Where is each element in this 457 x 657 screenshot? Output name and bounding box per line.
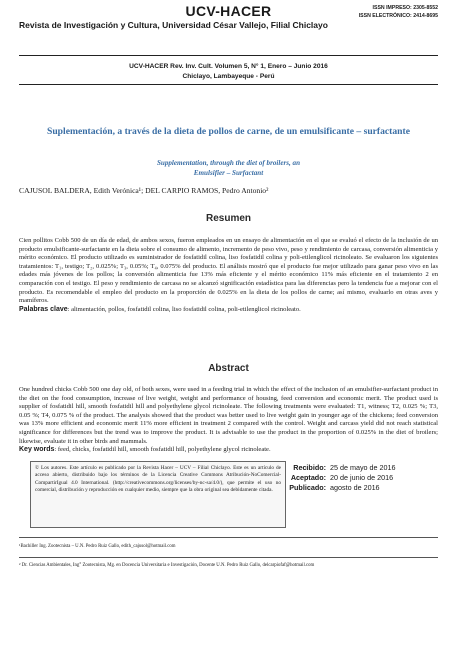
resumen-keywords-label: Palabras clave [19, 305, 68, 313]
license-text: © Los autores. Este artículo es publicado por la Revista Hacer – UCV – Filial Chiclayo. Este es un artículo de acceso abierto, distribuido bajo los términos de la Licencia Creative Commons Atribución-NoComercial-CompartirIgual 4.0 International. (http://creativecommons.org/licenses/by-nc-sa/4.0/), que permite el uso no comercial, distribución y reproducción en cualquier medio, siempre que la obra original sea debidamente citada. [35, 465, 281, 493]
accepted-label: Aceptado: [290, 473, 326, 482]
received-label: Recibido: [293, 463, 326, 472]
issn-block [359, 4, 438, 20]
header-rule-bottom [19, 84, 438, 85]
published-label: Publicado: [289, 483, 326, 492]
article-title-en-line1: Supplementation, through the diet of broilers, an [156, 159, 301, 167]
volume-line: UCV-HACER Rev. Inv. Cult. Volumen 5, N° 1, Enero – Junio 2016 [129, 63, 328, 70]
footnote-divider [19, 557, 438, 558]
resumen-keywords: : alimentación, pollos, fosfatidil colina, liso fosfatidil colina, poli-etilenglicol ricinoleato. [67, 305, 301, 313]
journal-name: UCV-HACER [185, 3, 272, 19]
resumen-body [19, 237, 438, 314]
issn-print: ISSN IMPRESO: 2305-8552 [372, 5, 438, 11]
footnote-2: ² Dr. Ciencias Ambientales, Ing° Zootecnista, Mg. en Docencia Universitaria e Investigación, Docente U.N. Pedro Ruiz Gallo, delcarpiofaf@hotmail.com [19, 563, 315, 568]
abstract-text: One hundred chicks Cobb 500 one day old, of both sexes, were used in a feeding trial in which the effect of the inclusion of an emulsifier-surfactant product in the diet on the food consumption, increase of live weight, weight and performance of housing, feed conversion and economic merit. The product used is supplier of fosfatidil hill, smooth fosfatidil hill and polyethylene glycol ricinoleate. The following treatments were evaluated: T1, witness; T2, 0.025 %; T3, 0.05 %; T4, 0.075 % of the product. The analysis showed that the product was better used to live weight gain in younger age of the chickens; feed conversion was 13% more efficient and economic merit 11% more efficient in treatment 2 compared with the control. Weight and carcass yield did not reach statistical significance for differences but the trend was to improve the product. It is advisable to use the product in the proportion of 0.025% in the diet of broilers; likewise, evaluate it in other birds and mammals. [19, 386, 438, 445]
abstract-keywords: : feed, chicks, fosfatidil hill, smooth fosfatidil hill, polyethylene glycol ricinoleate. [54, 446, 271, 454]
journal-subtitle: Revista de Investigación y Cultura, Universidad César Vallejo, Filial Chiclayo [19, 20, 328, 30]
abstract-body [19, 386, 438, 455]
location-line: Chiclayo, Lambayeque - Perú [182, 73, 275, 80]
published-date: agosto de 2016 [330, 483, 380, 492]
issn-electronic: ISSN ELECTRÓNICO: 2414-8695 [358, 13, 438, 19]
received-date: 25 de mayo de 2016 [330, 463, 396, 472]
header-rule-top [19, 55, 438, 56]
footnote-rule [19, 537, 438, 538]
resumen-heading: Resumen [205, 213, 251, 224]
resumen-text: Cien pollitos Cobb 500 de un día de edad, de ambos sexos, fueron empleados en un ensayo de alimentación en el que se evaluó el efecto de la inclusión de un producto emulsificante-surfactante en la dieta sobre el consumo de alimento, incremento de peso vivo, peso y rendimiento de carcasa, conversión alimenticia y mérito económico. El producto utilizado es suministrador de fosfatidil colina, liso fosfatidil colina y poli-etilenglicol ricinoleato. Se evaluaron los siguientes tratamientos: T₁, testigo; T₂, 0.025%; T₃, 0.05%; T₄, 0.075% del producto. El análisis mostró que el producto fue mejor utilizado para ganar peso vivo en las edades más jóvenes de los pollos; la conversión alimenticia fue 13% más eficiente y el mérito económico 11% más eficiente en el tratamiento 2 en comparación con el testigo. El peso y rendimiento de carcasa no se alcanzó significación estadística para las diferencias pero la tendencia fue a mejorar con el producto. Es recomendable el empleo del producto en la proporción de 0.025% en la dieta de los pollos de carne; así mismo, evaluarlo en otras aves y mamíferos. [19, 237, 438, 305]
abstract-keywords-label: Key words [19, 446, 55, 454]
abstract-heading: Abstract [208, 363, 249, 374]
article-title-en-line2: Emulsifier – Surfactant [193, 168, 264, 177]
author-list: CAJUSOL BALDERA, Edith Verónica¹; DEL CARPIO RAMOS, Pedro Antonio² [19, 186, 269, 195]
article-title-en [40, 159, 417, 178]
article-title-es: Suplementación, a través de la dieta de pollos de carne, de un emulsificante – surfactante [47, 126, 410, 137]
footnote-1: ¹Bachiller Ing. Zootecnista – U.N. Pedro Ruiz Gallo, edith_cajusol@hotmail.com [19, 544, 176, 549]
accepted-date: 20 de junio de 2016 [330, 473, 394, 482]
